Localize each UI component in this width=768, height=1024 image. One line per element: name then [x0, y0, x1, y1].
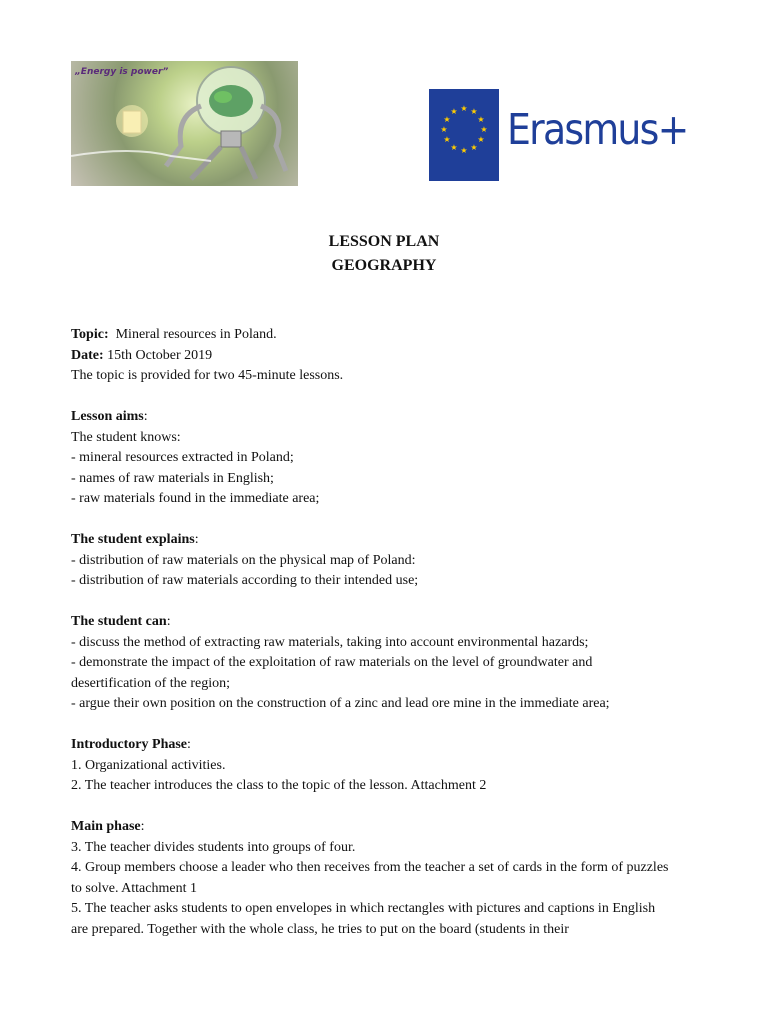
- eu-flag-icon: [429, 89, 499, 181]
- svg-text:★: ★: [450, 143, 458, 152]
- list-item: 4. Group members choose a leader who then receives from the teacher a set of cards in the form of puzzles to solve. Attachment 1: [71, 860, 669, 896]
- list-item: - names of raw materials in English;: [71, 470, 274, 486]
- list-item: 3. The teacher divides students into groups of four.: [71, 839, 356, 855]
- svg-text:★: ★: [443, 135, 451, 144]
- list-item: 1. Organizational activities.: [71, 757, 226, 773]
- svg-text:★: ★: [470, 107, 478, 116]
- lightbulb-robot-icon: [71, 61, 298, 186]
- svg-text:★: ★: [443, 115, 451, 124]
- aims-intro: The student knows:: [71, 429, 181, 445]
- date-line: [71, 346, 671, 367]
- can-heading: The student can:: [71, 614, 171, 629]
- page-title: LESSON PLAN: [328, 233, 440, 250]
- erasmus-wordmark: Erasmus+: [507, 105, 688, 155]
- svg-text:★: ★: [480, 125, 488, 134]
- main-phase-heading: Main phase:: [71, 819, 145, 834]
- list-item: 2. The teacher introduces the class to the topic of the lesson. Attachment 2: [71, 778, 487, 793]
- list-item: - discuss the method of extracting raw materials, taking into account environmental hazards;: [71, 634, 589, 650]
- duration-text: The topic is provided for two 45-minute lessons.: [71, 368, 344, 383]
- page-subtitle: GEOGRAPHY: [331, 257, 437, 274]
- svg-text:★: ★: [440, 125, 448, 134]
- list-item: - argue their own position on the construction of a zinc and lead ore mine in the immediate area;: [71, 696, 610, 711]
- svg-text:★: ★: [450, 107, 458, 116]
- intro-phase-heading: Introductory Phase:: [71, 737, 191, 752]
- list-item: - distribution of raw materials according to their intended use;: [71, 573, 419, 588]
- date-value: 15th October 2019: [107, 347, 213, 363]
- list-item: - demonstrate the impact of the exploitation of raw materials on the level of groundwater and desertification of the region;: [71, 655, 593, 691]
- list-item: 5. The teacher asks students to open envelopes in which rectangles with pictures and captions in English are prepared. Together with the whole class, he tries to put on the board (students in their: [71, 901, 656, 937]
- lesson-content: [71, 325, 671, 940]
- svg-text:★: ★: [470, 143, 478, 152]
- erasmus-logo: [429, 89, 688, 181]
- topic-label: Topic:: [71, 327, 109, 342]
- aims-heading: Lesson aims:: [71, 409, 148, 424]
- energy-logo-image: [71, 61, 298, 186]
- svg-text:★: ★: [477, 115, 485, 124]
- list-item: - raw materials found in the immediate area;: [71, 491, 320, 506]
- svg-text:★: ★: [460, 146, 468, 155]
- slogan-text: „Energy is power”: [75, 67, 169, 77]
- svg-text:★: ★: [477, 135, 485, 144]
- topic-value: Mineral resources in Poland.: [115, 327, 277, 342]
- list-item: - mineral resources extracted in Poland;: [71, 450, 294, 465]
- svg-text:★: ★: [460, 104, 468, 113]
- list-item: - distribution of raw materials on the physical map of Poland:: [71, 552, 416, 568]
- topic-line: [71, 325, 671, 346]
- explains-heading: The student explains:: [71, 532, 199, 547]
- date-label: Date:: [71, 347, 104, 363]
